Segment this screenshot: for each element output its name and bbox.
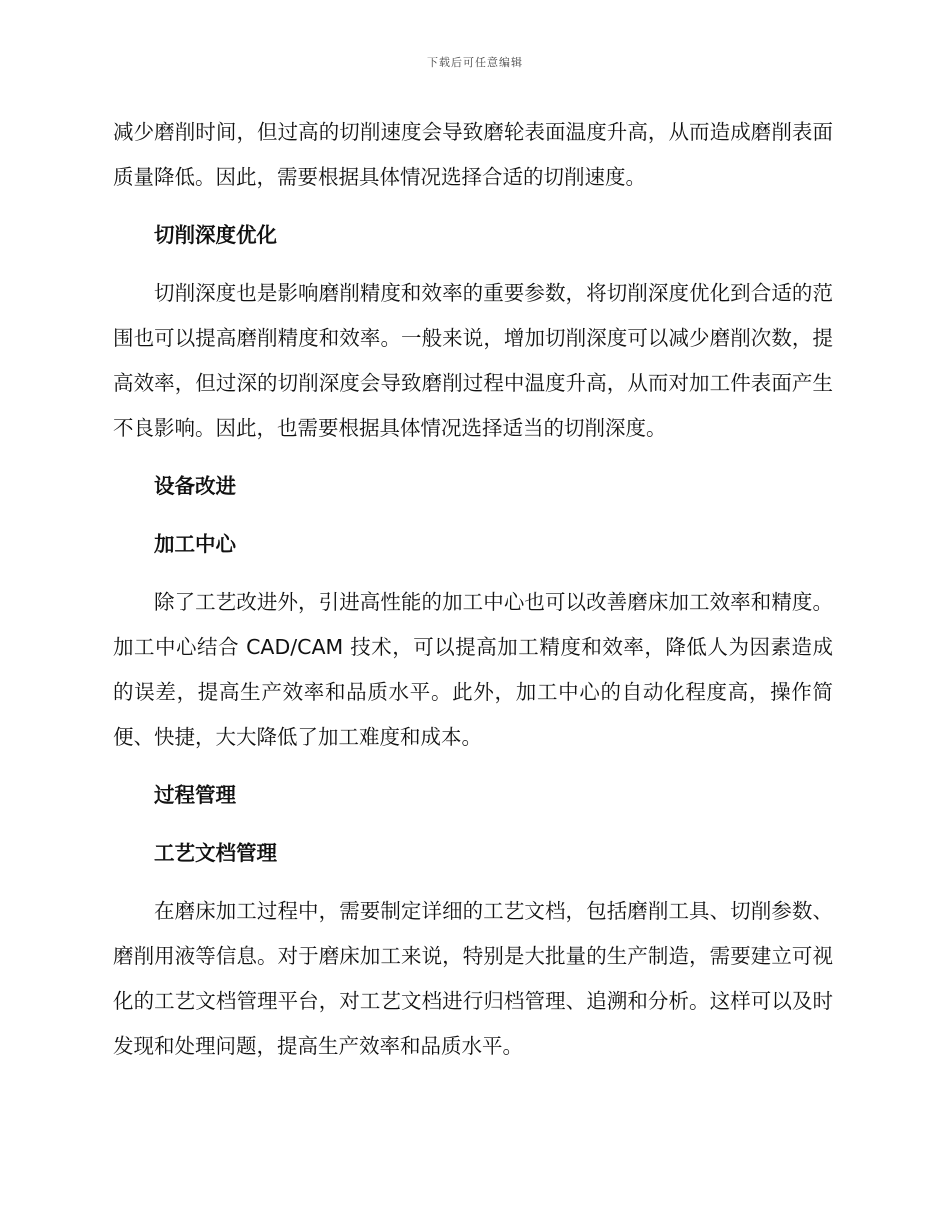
heading-cutting-depth-optimization: 切削深度优化 <box>154 223 277 247</box>
paragraph-machining-center: 除了工艺改进外，引进高性能的加工中心也可以改善磨床加工效率和精度。加工中心结合 CAD/CAM 技术，可以提高加工精度和效率，降低人为因素造成的误差，提高生产效率和品质水平。此外，加工中心的自动化程度高，操作简便、快捷，大大降低了加工难度和成本。 <box>113 590 833 749</box>
heading-machining-center: 加工中心 <box>154 532 236 556</box>
heading-process-document-management: 工艺文档管理 <box>154 841 277 865</box>
heading-process-management: 过程管理 <box>154 783 236 807</box>
document-body <box>113 110 833 1082</box>
paragraph-process-document-management: 在磨床加工过程中，需要制定详细的工艺文档，包括磨削工具、切削参数、磨削用液等信息。对于磨床加工来说，特别是大批量的生产制造，需要建立可视化的工艺文档管理平台，对工艺文档进行归档管理、追溯和分析。这样可以及时发现和处理问题，提高生产效率和品质水平。 <box>113 899 833 1058</box>
paragraph-cutting-depth: 切削深度也是影响磨削精度和效率的重要参数，将切削深度优化到合适的范围也可以提高磨削精度和效率。一般来说，增加切削深度可以减少磨削次数，提高效率，但过深的切削深度会导致磨削过程中温度升高，从而对加工件表面产生不良影响。因此，也需要根据具体情况选择适当的切削深度。 <box>113 281 833 440</box>
page-header: 下载后可任意编辑 <box>427 56 523 69</box>
heading-equipment-improvement: 设备改进 <box>154 474 236 498</box>
paragraph-cutting-speed-end: 减少磨削时间，但过高的切削速度会导致磨轮表面温度升高，从而造成磨削表面质量降低。因此，需要根据具体情况选择合适的切削速度。 <box>113 120 833 189</box>
